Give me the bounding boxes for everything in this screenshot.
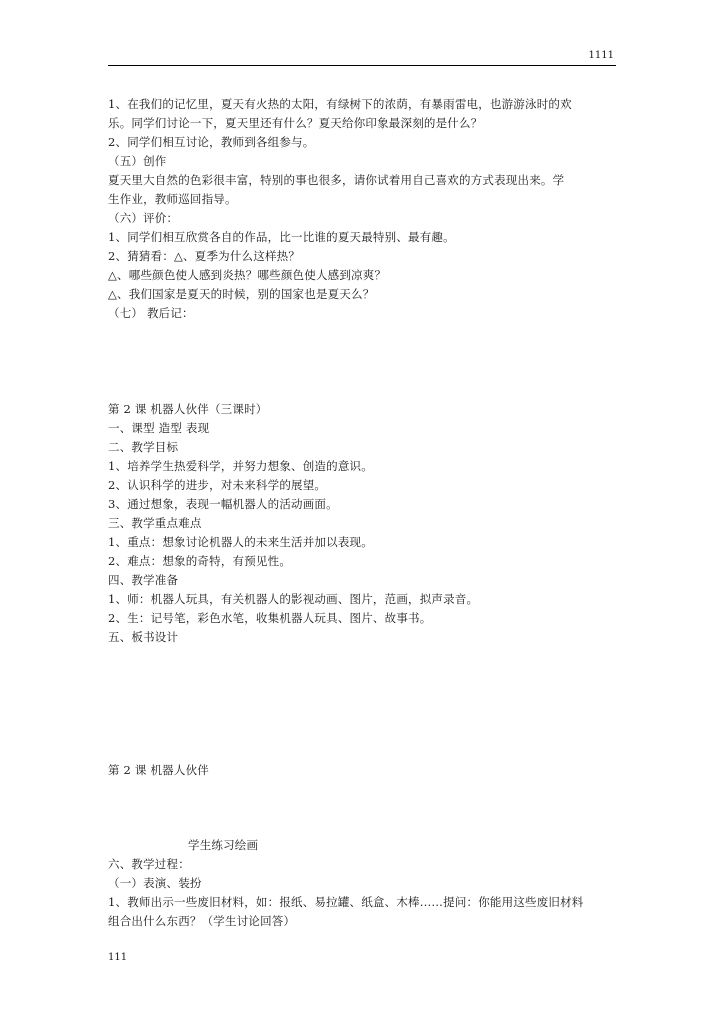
text-line: 组合出什么东西？（学生讨论回答） [108,914,296,928]
text-line: 夏天里大自然的色彩很丰富，特别的事也很多，请你试着用自己喜欢的方式表现出来。学 [108,173,565,187]
section-heading: 二、教学目标 [108,440,179,454]
text-line: 1、培养学生热爱科学，并努力想象、创造的意识。 [108,459,373,473]
text-line: 乐。同学们讨论一下，夏天里还有什么？夏天给你印象最深刻的是什么？ [108,116,483,130]
lesson-title: 第 2 课 机器人伙伴（三课时） [108,402,268,416]
text-line: 2、生：记号笔，彩色水笔，收集机器人玩具、图片、故事书。 [108,611,432,625]
board-design-title: 第 2 课 机器人伙伴 [108,763,209,777]
page-header-number: 1111 [588,50,614,61]
text-line: 2、猜猜看：△、夏季为什么这样热？ [108,249,301,263]
section-heading: 六、教学过程： [108,857,190,871]
text-line: 1、在我们的记忆里，夏天有火热的太阳，有绿树下的浓荫，有暴雨雷电，也游游泳时的欢 [108,97,572,111]
text-line: 3、通过想象，表现一幅机器人的活动画面。 [108,497,338,511]
page-footer-number: 111 [108,952,128,963]
section-heading: （七） 教后记： [108,306,194,320]
text-line: 1、同学们相互欣赏各自的作品，比一比谁的夏天最特别、最有趣。 [108,230,455,244]
text-line: 1、师：机器人玩具，有关机器人的影视动画、图片，范画，拟声录音。 [108,592,479,606]
section-heading: （六）评价： [108,211,179,225]
section-heading: （一）表演、装扮 [108,876,202,890]
text-line: 生作业，教师巡回指导。 [108,192,237,206]
text-line: △、我们国家是夏天的时候，别的国家也是夏天么？ [108,287,375,301]
text-line: 2、认识科学的进步，对未来科学的展望。 [108,478,327,492]
section-heading: 五、板书设计 [108,630,179,644]
section-heading: （五）创作 [108,154,167,168]
text-line: 1、重点：想象讨论机器人的未来生活并加以表现。 [108,535,373,549]
board-design-note: 学生练习绘画 [188,838,259,852]
text-line: 一、课型 造型 表现 [108,421,210,435]
text-line: 2、同学们相互讨论，教师到各组参与。 [108,135,315,149]
header-rule [108,65,616,66]
text-line: △、哪些颜色使人感到炎热？哪些颜色使人感到凉爽？ [108,268,387,282]
section-heading: 三、教学重点难点 [108,516,202,530]
text-line: 1、教师出示一些废旧材料，如：报纸、易拉罐、纸盒、木棒……提问：你能用这些废旧材料 [108,895,584,909]
section-heading: 四、教学准备 [108,573,179,587]
text-line: 2、难点：想象的奇特，有预见性。 [108,554,292,568]
